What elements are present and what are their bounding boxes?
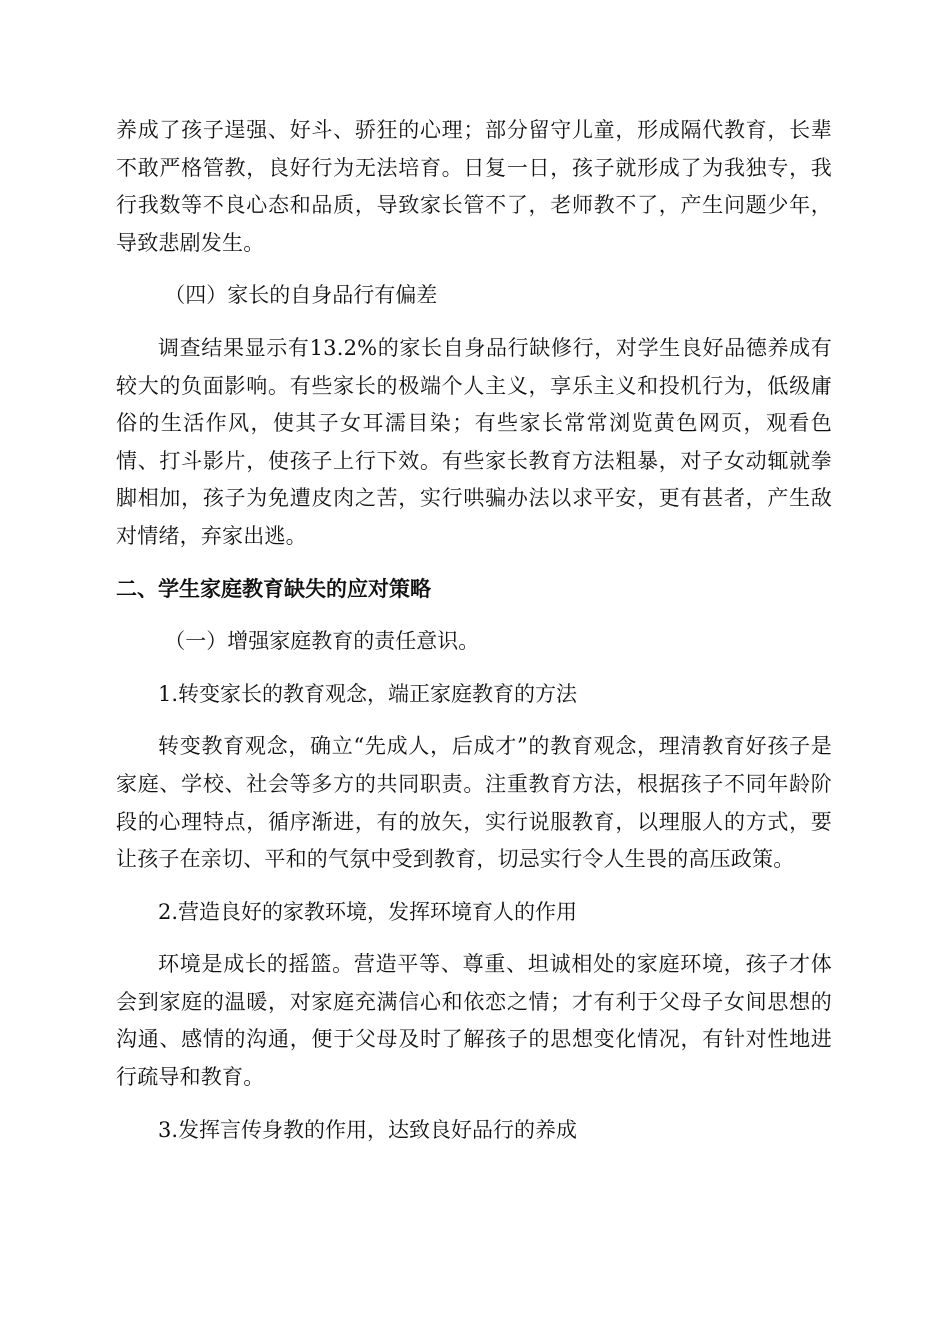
item-3-title: 3.发挥言传身教的作用，达致良好品行的养成 [158,1117,578,1142]
paragraph-continuation: 养成了孩子逞强、好斗、骄狂的心理；部分留守儿童，形成隔代教育，长辈不敢严格管教，良好行为无法培育。日复一日，孩子就形成了为我独专，我行我数等不良心态和品质，导致家长管不了，老师教不了，产生问题少年，导致悲剧发生。 [116,118,832,255]
paragraph-survey-result: 调查结果显示有13.2%的家长自身品行缺修行，对学生良好品德养成有较大的负面影响。有些家长的极端个人主义，享乐主义和投机行为，低级庸俗的生活作风，使其子女耳濡目染；有些家长常常浏览黄色网页，观看色情、打斗影片，使孩子上行下效。有些家长教育方法粗暴，对子女动辄就拳脚相加，孩子为免遭皮肉之苦，实行哄骗办法以求平安，更有甚者，产生敌对情绪，弃家出逃。 [116,335,832,548]
subheading-responsibility: （一）增强家庭教育的责任意识。 [164,629,480,654]
item-1-title: 1.转变家长的教育观念，端正家庭教育的方法 [158,681,578,706]
document-page [116,112,832,1164]
subheading-parent-conduct: （四）家长的自身品行有偏差 [164,283,438,308]
item-2-title: 2.营造良好的家教环境，发挥环境育人的作用 [158,899,578,924]
item-1-body: 转变教育观念，确立“先成人，后成才”的教育观念，理清教育好孩子是家庭、学校、社会等多方的共同职责。注重教育方法，根据孩子不同年龄阶段的心理特点，循序渐进，有的放矢，实行说服教育，以理服人的方式，要让孩子在亲切、平和的气氛中受到教育，切忌实行令人生畏的高压政策。 [116,734,832,872]
section-title-strategies: 二、学生家庭教育缺失的应对策略 [116,576,431,601]
item-2-body: 环境是成长的摇篮。营造平等、尊重、坦诚相处的家庭环境，孩子才体会到家庭的温暖，对家庭充满信心和依恋之情；才有利于父母子女间思想的沟通、感情的沟通，便于父母及时了解孩子的思想变化情况，有针对性地进行疏导和教育。 [116,952,832,1090]
